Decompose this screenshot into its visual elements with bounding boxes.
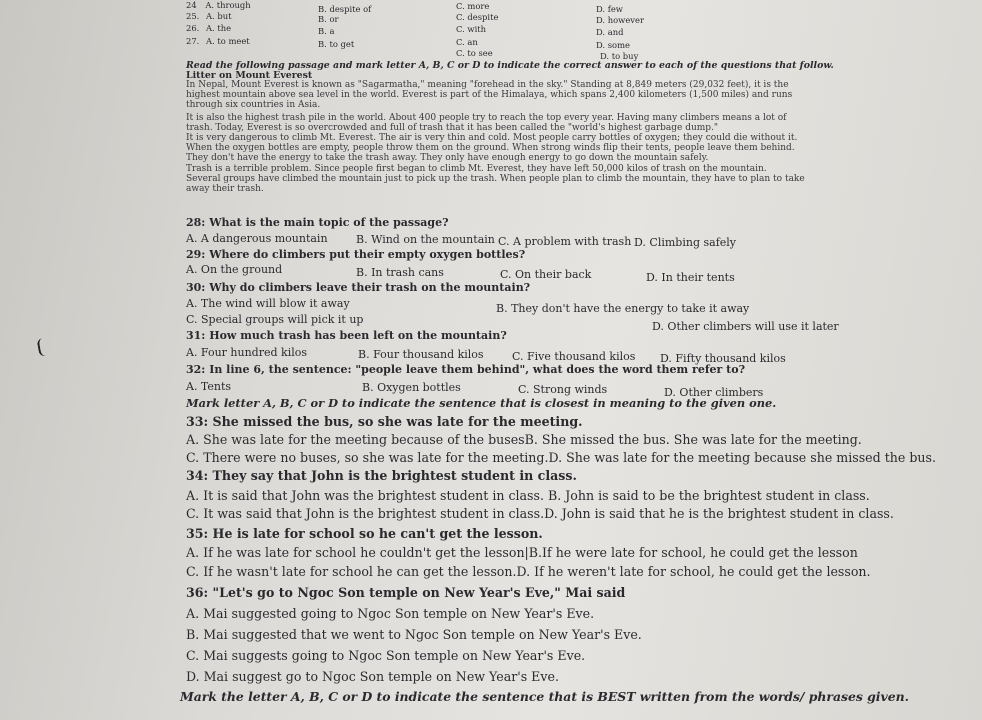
q30-option-a: A. The wind will blow it away — [186, 297, 350, 310]
option-d: D. however — [596, 15, 644, 25]
q29-option-a: A. On the ground — [186, 263, 283, 276]
q35-options-cd: C. If he wasn't late for school he can get the lesson.D. If he weren't late for school, he could get the lesson. — [186, 564, 871, 579]
option-c: C. an — [456, 37, 478, 47]
row-number: 24 — [186, 0, 197, 10]
q31-option-d: D. Fifty thousand kilos — [660, 352, 786, 365]
pen-mark — [37, 337, 52, 357]
passage-line: In Nepal, Mount Everest is known as "Sagarmatha," meaning "forehead in the sky." Standing at 8,849 meters (29,032 feet), it is the — [186, 80, 789, 90]
q28-option-a: A. A dangerous mountain — [186, 232, 328, 245]
option-c: C. more — [456, 1, 490, 11]
q29-option-b: B. In trash cans — [356, 266, 444, 279]
option-a: A. to meet — [206, 36, 250, 46]
question-35: 35: He is late for school so he can't get the lesson. — [186, 526, 543, 541]
passage-line: away their trash. — [186, 184, 264, 195]
passage-line: Several groups have climbed the mountain just to pick up the trash. When people plan to climb the mountain, they have to plan to take — [186, 173, 805, 184]
instruction-closest-meaning: Mark letter A, B, C or D to indicate the sentence that is closest in meaning to the given one. — [186, 396, 777, 410]
passage-line: It is also the highest trash pile in the world. About 400 people try to reach the top every year. Having many climbers means a lot of — [186, 112, 787, 123]
q28-option-c: C. A problem with trash — [498, 235, 632, 248]
row-25 — [186, 11, 232, 21]
option-b: B. or — [318, 14, 339, 24]
passage-line: through six countries in Asia. — [186, 100, 321, 111]
option-b: B. to get — [318, 39, 355, 49]
q30-option-c: C. Special groups will pick it up — [186, 313, 364, 326]
option-b: B. a — [318, 26, 335, 36]
row-26 — [186, 23, 231, 33]
option-c: C. despite — [456, 12, 499, 22]
passage-line: When the oxygen bottles are empty, people throw them on the ground. When strong winds flip their tents, people leave them behind. — [186, 143, 795, 154]
q29-option-c: C. On their back — [500, 268, 592, 281]
question-28: 28: What is the main topic of the passage? — [186, 216, 449, 229]
q32-option-b: B. Oxygen bottles — [362, 381, 461, 394]
instruction-best-written: Mark the letter A, B, C or D to indicate the sentence that is BEST written from the words/ phrases given. — [180, 689, 909, 704]
q31-option-c: C. Five thousand kilos — [512, 350, 636, 363]
passage-line: trash. Today, Everest is so overcrowded and full of trash that it has been called the "world's highest garbage dump." — [186, 122, 719, 133]
option-c: C. with — [456, 24, 487, 34]
question-32: 32: In line 6, the sentence: "people leave them behind", what does the word them refer to? — [186, 363, 746, 376]
q34-options-cd: C. It was said that John is the brightest student in class.D. John is said that he is the brightest student in class. — [186, 506, 894, 521]
option-d: D. and — [596, 27, 624, 37]
option-d: D. to buy — [600, 51, 639, 61]
passage-title: Litter on Mount Everest — [186, 70, 313, 81]
q31-option-b: B. Four thousand kilos — [358, 348, 484, 361]
passage — [186, 80, 820, 194]
q28-option-d: D. Climbing safely — [634, 236, 737, 249]
question-33: 33: She missed the bus, so she was late for the meeting. — [186, 414, 583, 429]
instruction-reading: Read the following passage and mark letter A, B, C or D to indicate the correct answer to each of the questions that follow. — [186, 60, 834, 71]
q35-options-ab: A. If he was late for school he couldn't get the lesson|B.If he were late for school, he could get the lesson — [186, 545, 858, 560]
option-a: A. the — [206, 23, 232, 33]
q36-option-d: D. Mai suggest go to Ngoc Son temple on New Year's Eve. — [186, 669, 559, 684]
row-number: 25. — [186, 11, 200, 21]
option-c: C. to see — [456, 48, 493, 58]
question-30: 30: Why do climbers leave their trash on the mountain? — [186, 281, 531, 294]
passage-line: They don't have the energy to take the trash away. They only have enough energy to go down the mountain safely. — [186, 153, 709, 164]
q29-option-d: D. In their tents — [646, 271, 735, 284]
option-a: A. through — [205, 0, 251, 10]
passage-line: Trash is a terrible problem. Since people first began to climb Mt. Everest, they have left 50,000 kilos of trash on the mountain. — [186, 163, 767, 174]
q33-options-ab: A. She was late for the meeting because of the busesB. She missed the bus. She was late for the meeting. — [186, 432, 862, 447]
q36-option-a: A. Mai suggested going to Ngoc Son temple on New Year's Eve. — [186, 606, 595, 621]
question-29: 29: Where do climbers put their empty oxygen bottles? — [186, 248, 526, 261]
q28-option-b: B. Wind on the mountain — [356, 233, 495, 246]
row-number: 27. — [186, 36, 200, 46]
passage-line: It is very dangerous to climb Mt. Everest. The air is very thin and cold. Most people carry bottles of oxygen; they could die without it. — [186, 133, 798, 144]
q32-option-d: D. Other climbers — [664, 386, 764, 399]
q36-option-b: B. Mai suggested that we went to Ngoc Son temple on New Year's Eve. — [186, 627, 642, 642]
question-36: 36: "Let's go to Ngoc Son temple on New Year's Eve," Mai said — [186, 585, 626, 600]
passage-line: highest mountain above sea level in the world. Everest is part of the Himalaya, which spans 2,400 kilometers (1,500 miles) and runs — [186, 90, 793, 101]
row-24 — [186, 0, 251, 10]
row-number: 26. — [186, 23, 200, 33]
question-34: 34: They say that John is the brightest student in class. — [186, 468, 577, 483]
option-d: D. few — [596, 4, 623, 14]
q33-options-cd: C. There were no buses, so she was late for the meeting.D. She was late for the meeting because she missed the bus. — [186, 450, 936, 465]
q30-option-b: B. They don't have the energy to take it away — [496, 302, 750, 315]
q34-options-ab: A. It is said that John was the brightest student in class. B. John is said to be the brightest student in class. — [186, 488, 870, 503]
q30-option-d: D. Other climbers will use it later — [652, 320, 839, 333]
question-31: 31: How much trash has been left on the mountain? — [186, 329, 507, 342]
q31-option-a: A. Four hundred kilos — [186, 346, 307, 359]
option-b: B. despite of — [318, 4, 372, 14]
q36-option-c: C. Mai suggests going to Ngoc Son temple on New Year's Eve. — [186, 648, 586, 663]
option-a: A. but — [206, 11, 232, 21]
option-d: D. some — [596, 40, 630, 50]
q32-option-c: C. Strong winds — [518, 383, 608, 396]
row-27 — [186, 36, 250, 46]
q32-option-a: A. Tents — [186, 380, 232, 393]
